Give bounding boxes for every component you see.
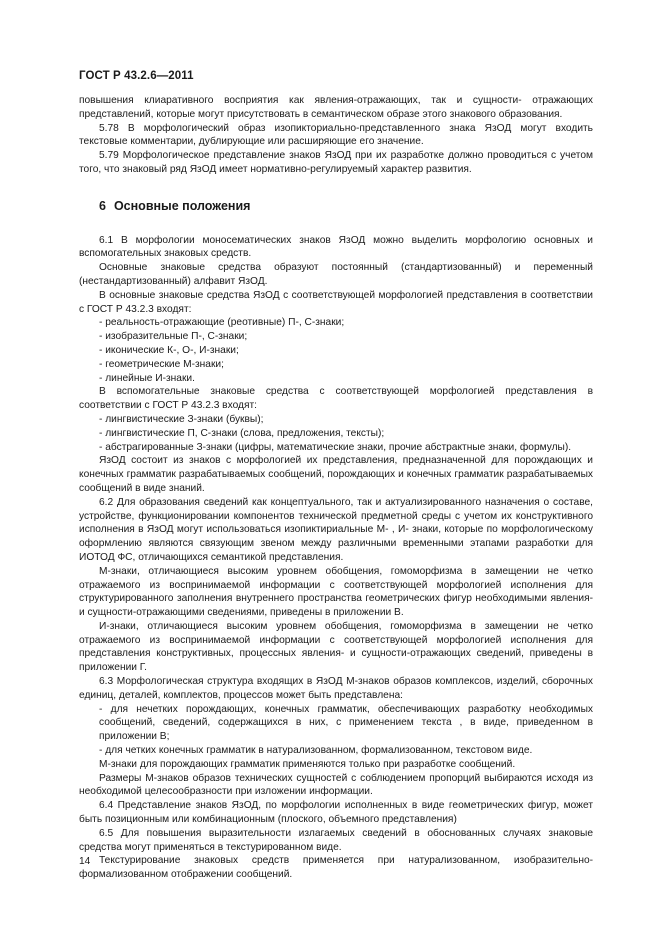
paragraph: И-знаки, отличающиеся высоким уровнем обобщения, гомоморфизма в замещении не четко отражаемого из воспринимаемой информации с соответствующей морфологией исполнения для представления конструктивных, процессных явления- и сущности-отражающих сведений, приведены в приложении Г. [79,620,593,674]
list-item: - геометрические М-знаки; [99,358,224,370]
paragraph: повышения клиаративного восприятия как явления-отражающих, так и сущности- отражающих представлений, которые могут присутствовать в семантическом образе этого знакового образования. [79,95,593,120]
section-heading [79,200,593,214]
paragraph: 6.4 Представление знаков ЯзОД, по морфологии исполненных в виде геометрических фигур, может быть позиционным или комбинационным (плоского, объемного представления) [79,800,593,826]
page-number: 14 [79,856,91,867]
paragraph: 6.3 Морфологическая структура входящих в ЯзОД М-знаков образов комплексов, изделий, сборочных единиц, деталей, комплектов, процессов может быть представлена: [79,676,593,701]
list-item: - для нечетких порождающих, конечных грамматик, обеспечивающих разработку необходимых сообщений, сведений, содержащихся в них, с применением текста , в виде, приведенном в приложении В; [99,703,593,743]
page-content [79,94,593,882]
paragraph: М-знаки, отличающиеся высоким уровнем обобщения, гомоморфизма в замещении не четко отражаемого из воспринимаемой информации с соответствующей морфологией исполнения для структурированного заполнения внутреннего пространства геометрических фигур необходимыми явления- и сущности-отражающими сведениями, приведены в приложении В. [79,565,593,619]
paragraph: 5.78 В морфологический образ изопикториально-представленного знака ЯзОД могут входить текстовые комментарии, дублирующие или расширяющие его значение. [79,122,593,148]
list-item: - изобразительные П-, С-знаки; [99,331,248,343]
list-item: - для четких конечных грамматик в натурализованном, формализованном, текстовом виде. [99,745,533,757]
paragraph: В вспомогательные знаковые средства с соответствующей морфологией представления в соответствии с ГОСТ Р 43.2.3 входят: [79,386,593,412]
section-title: Основные положения [113,198,251,213]
paragraph: В основные знаковые средства ЯзОД с соответствующей морфологией представления в соответствии с ГОСТ Р 43.2.3 входят: [79,289,593,315]
paragraph: Размеры М-знаков образов технических сущностей с соблюдением пропорций выбираются исходя из необходимой целесообразности при изложении информации. [79,772,593,798]
list-item: - реальность-отражающие (реотивные) П-, С-знаки; [99,317,345,329]
paragraph: М-знаки для порождающих грамматик применяются только при разработке сообщений. [99,758,516,770]
list-item: - иконические К-, О-, И-знаки; [99,344,239,356]
paragraph: Текстурирование знаковых средств применяется при натурализованном, изобразительно-формализованном отображении сообщений. [79,855,593,881]
list-item: - линейные И-знаки. [99,372,195,384]
list-item: - лингвистические З-знаки (буквы); [99,413,264,425]
list-item: - абстрагированные З-знаки (цифры, математические знаки, прочие абстрактные знаки, формулы). [99,441,572,453]
list-item: - лингвистические П, С-знаки (слова, предложения, тексты); [99,427,385,439]
paragraph: 6.5 Для повышения выразительности излагаемых сведений в обоснованных случаях знаковые средства могут применяться в текстурированном виде. [79,827,593,853]
paragraph: ЯзОД состоит из знаков с морфологией их представления, предназначенной для порождающих и конечных грамматик разрабатываемых сообщений, порождающих и конечных грамматик разрабатываемых сообщений в виде знаний. [79,455,593,494]
paragraph: 6.1 В морфологии моносематических знаков ЯзОД можно выделить морфологию основных и вспомогательных знаковых средств. [79,234,593,260]
document-header: ГОСТ Р 43.2.6—2011 [79,70,194,82]
section-number: 6 [99,198,106,213]
paragraph: 5.79 Морфологическое представление знаков ЯзОД при их разработке должно проводиться с учетом того, что знаковый ряд ЯзОД имеет нормативно-регулируемый характер развития. [79,150,593,175]
paragraph: 6.2 Для образования сведений как концептуального, так и актуализированного назначения о составе, устройстве, функционировании компонентов технической предметной среды с учетом их конструктивного исполнения в ЯзОД могут использоваться изопиктириальные М- , И- знаки, которые по морфологическому оформлению являются связующим звеном между различными временными этапами разработки для ИОТОД ФС, отличающихся семантикой представления. [79,496,593,563]
paragraph: Основные знаковые средства образуют постоянный (стандартизованный) и переменный (нестандартизованный) алфавит ЯзОД. [79,262,593,287]
